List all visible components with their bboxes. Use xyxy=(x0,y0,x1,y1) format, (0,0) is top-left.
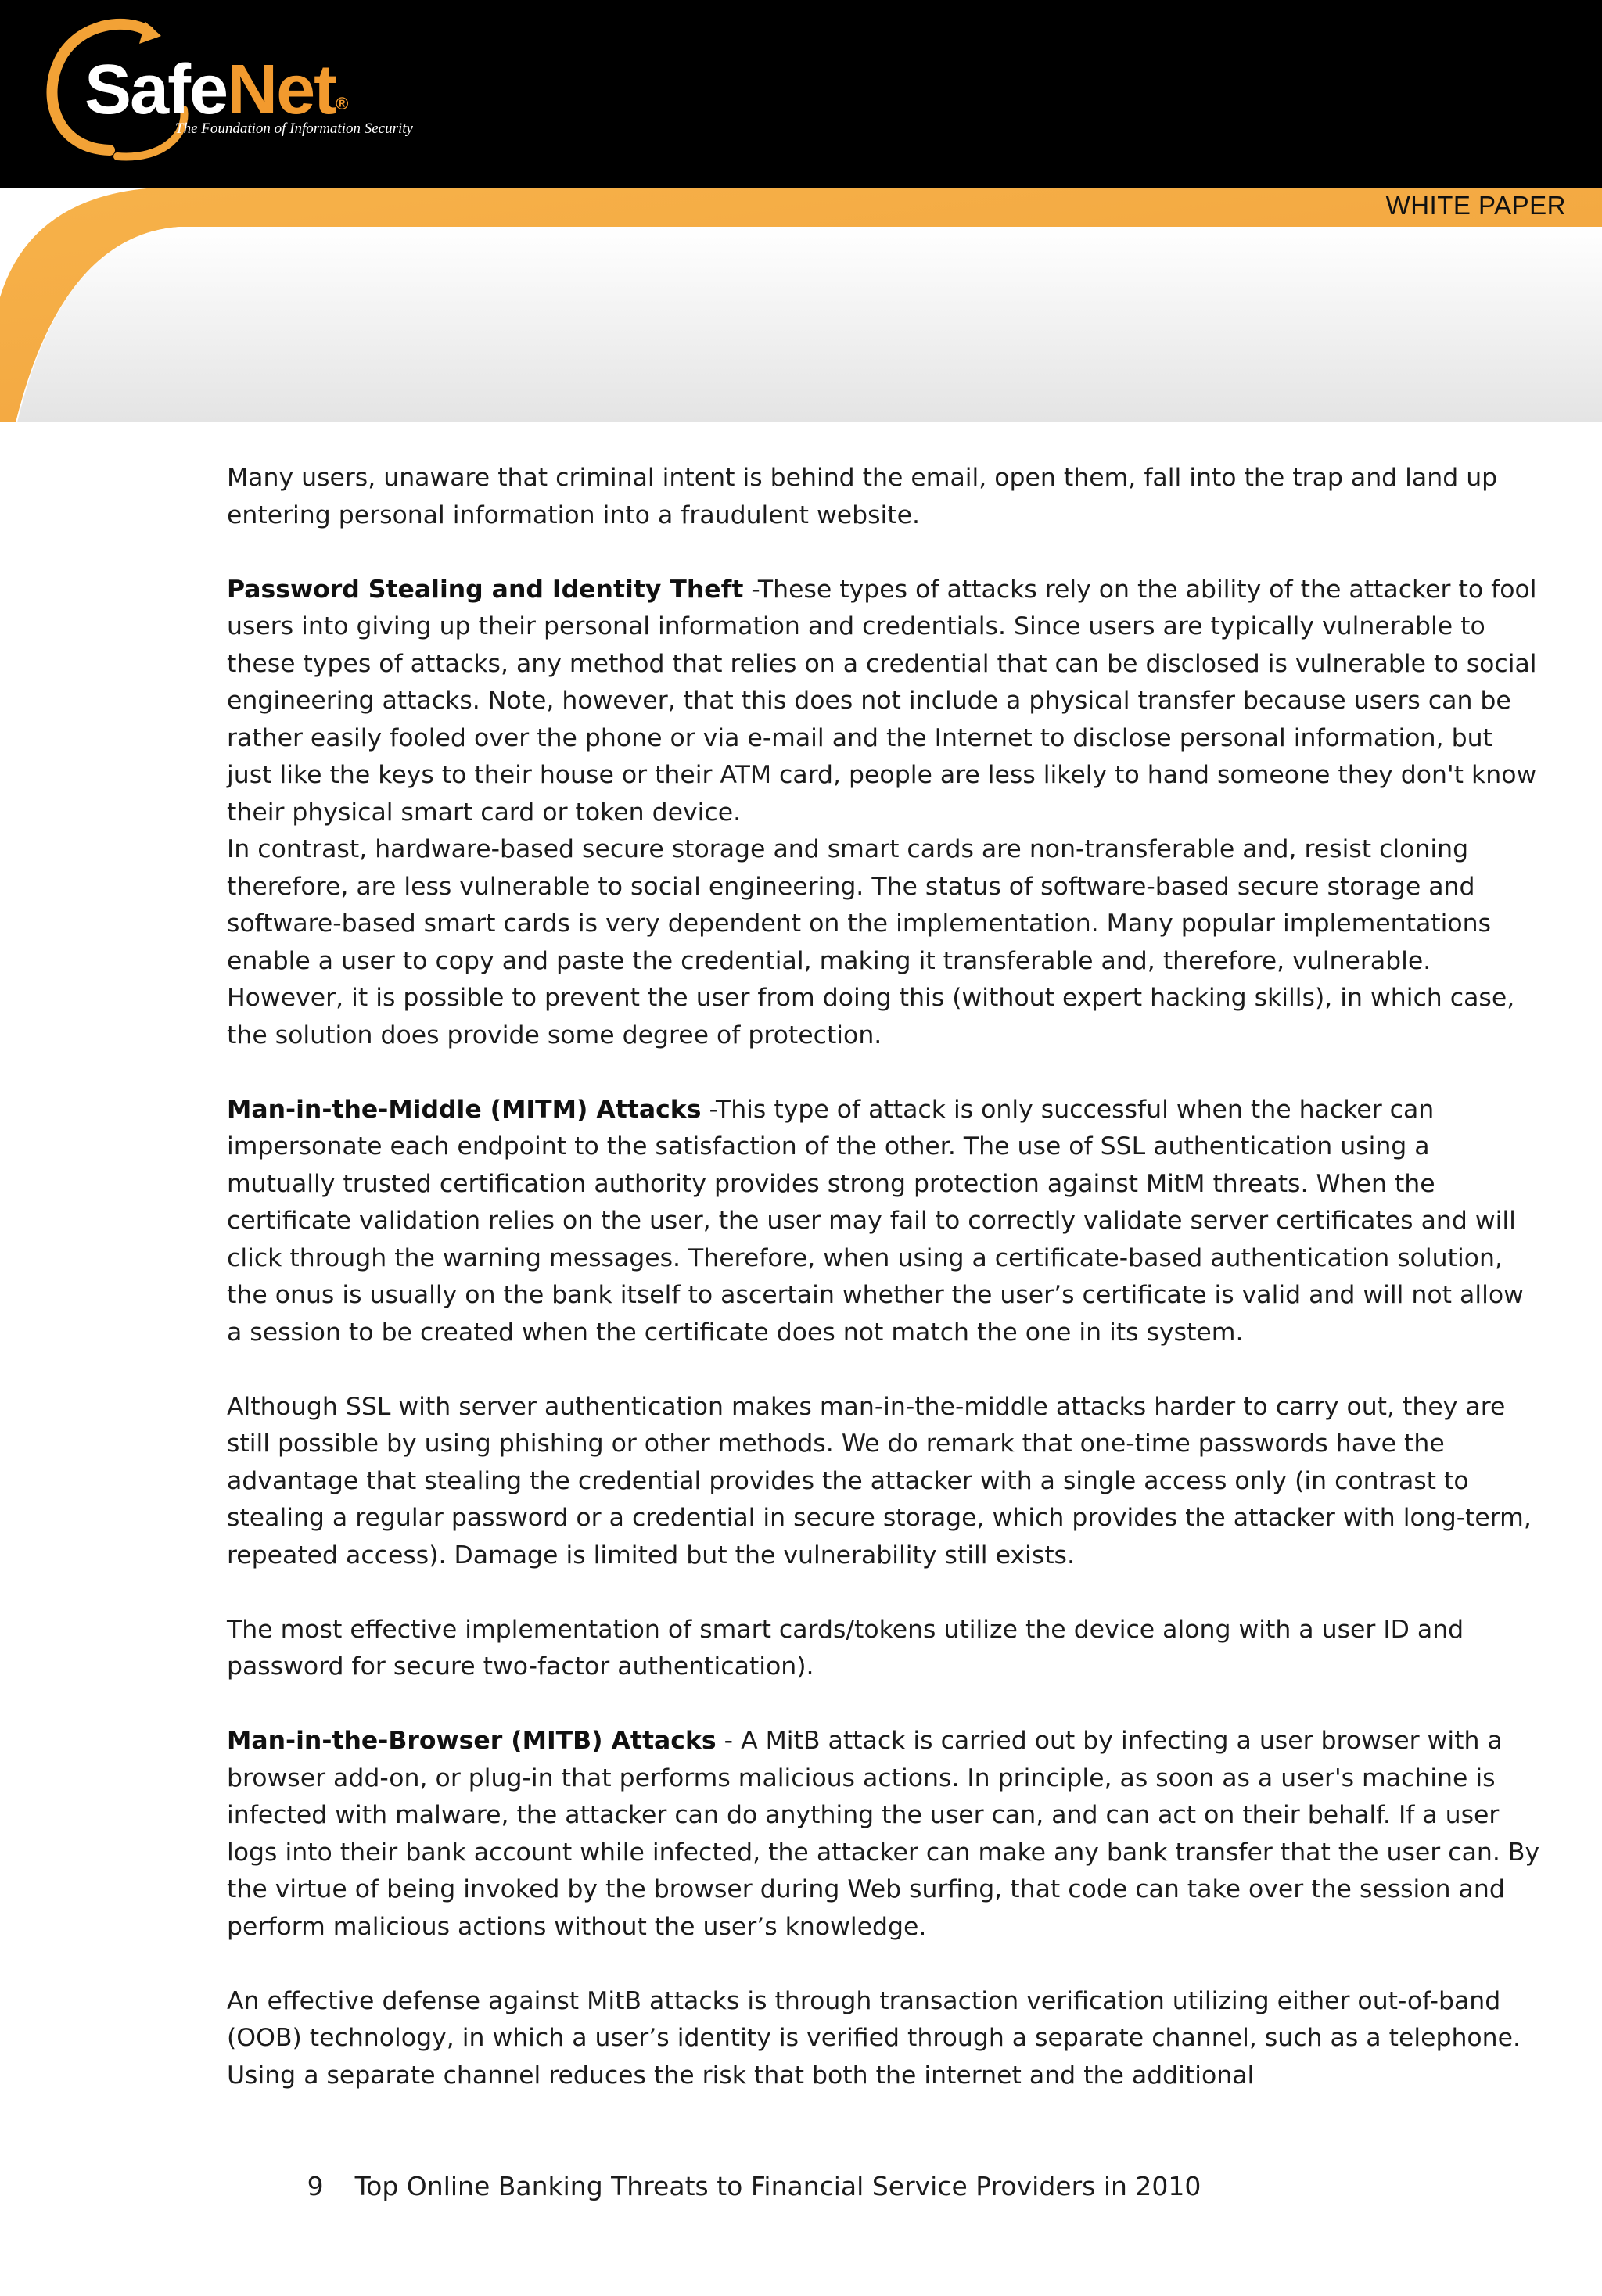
logo-tagline: The Foundation of Information Security xyxy=(175,120,413,137)
paragraph: In contrast, hardware-based secure storage and smart cards are non-transferable and, resist cloning therefore, are less vulnerable to social engineering. The status of software-based secure storage and software-based smart cards is very dependent on the implementation. Many popular implementations enable a user to copy and paste the credential, making it transferable and, therefore, vulnerable. However, it is possible to prevent the user from doing this (without expert hacking skills), in which case, the solution does provide some degree of protection. xyxy=(227,835,1515,1049)
page-number: 9 xyxy=(307,2171,324,2201)
section-heading: Man-in-the-Browser (MITB) Attacks xyxy=(227,1727,717,1755)
safenet-logo xyxy=(84,51,347,129)
paragraph: Although SSL with server authentication makes man-in-the-middle attacks harder to carry out, they are still possible by using phishing or other methods. We do remark that one-time passwords have the advantage that stealing the credential provides the attacker with a single access only (in contrast to stealing a regular password or a credential in secure storage, which provides the attacker with long-term, repeated access). Damage is limited but the vulnerability still exists. xyxy=(227,1392,1532,1570)
paragraph-text: -These types of attacks rely on the ability of the attacker to fool users into giving up their personal information and credentials. Since users are typically vulnerable to these types of attacks, any method that relies on a credential that can be disclosed is vulnerable to social engineering attacks. Note, however, that this does not include a physical transfer because users can be rather easily fooled over the phone or via e-mail and the Internet to disclose personal information, but just like the keys to their house or their ATM card, people are less likely to hand someone they don't know their physical smart card or token device. xyxy=(227,575,1537,827)
section-heading: Man-in-the-Middle (MITM) Attacks xyxy=(227,1095,702,1124)
white-paper-label: WHITE PAPER xyxy=(1385,191,1566,220)
document-body xyxy=(227,460,1541,2132)
paragraph-text: - A MitB attack is carried out by infecting a user browser with a browser add-on, or plug-in that performs malicious actions. In principle, as soon as a user's machine is infected with malware, the attacker can do anything the user can, and can act on their behalf. If a user logs into their bank account while infected, the attacker can make any bank transfer that the user can. By the virtue of being invoked by the browser during Web surfing, that code can take over the session and perform malicious actions without the user’s knowledge. xyxy=(227,1727,1540,1941)
section-heading: Password Stealing and Identity Theft xyxy=(227,575,744,604)
paragraph: An effective defense against MitB attacks is through transaction verification utilizing either out-of-band (OOB) technology, in which a user’s identity is verified through a separate channel, such as a telephone. Using a separate channel reduces the risk that both the internet and the additional xyxy=(227,1986,1521,2090)
paragraph-text: -This type of attack is only successful when the hacker can impersonate each endpoint to the satisfaction of the other. The use of SSL authentication using a mutually trusted certification authority provides strong protection against MitM threats. When the certificate validation relies on the user, the user may fail to correctly validate server certificates and will click through the warning messages. Therefore, when using a certificate-based authentication solution, the onus is usually on the bank itself to ascertain whether the user’s certificate is valid and will not allow a session to be created when the certificate does not match the one in its system. xyxy=(227,1095,1524,1347)
paragraph-mitm xyxy=(227,1092,1541,1352)
logo-net-text: Net xyxy=(227,51,336,129)
paragraph-password-stealing xyxy=(227,572,1541,832)
page-footer xyxy=(0,2171,1602,2201)
page-header xyxy=(0,0,1602,422)
footer-title: Top Online Banking Threats to Financial Service Providers in 2010 xyxy=(354,2171,1202,2201)
paragraph-mitb xyxy=(227,1723,1541,1946)
gray-band xyxy=(17,227,1602,422)
logo-safe-text: Safe xyxy=(84,51,228,129)
logo-registered-mark: ® xyxy=(336,94,347,113)
paragraph: The most effective implementation of smart cards/tokens utilize the device along with a user ID and password for secure two-factor authentication). xyxy=(227,1615,1464,1681)
paragraph: Many users, unaware that criminal intent is behind the email, open them, fall into the trap and land up entering personal information into a fraudulent website. xyxy=(227,464,1498,529)
